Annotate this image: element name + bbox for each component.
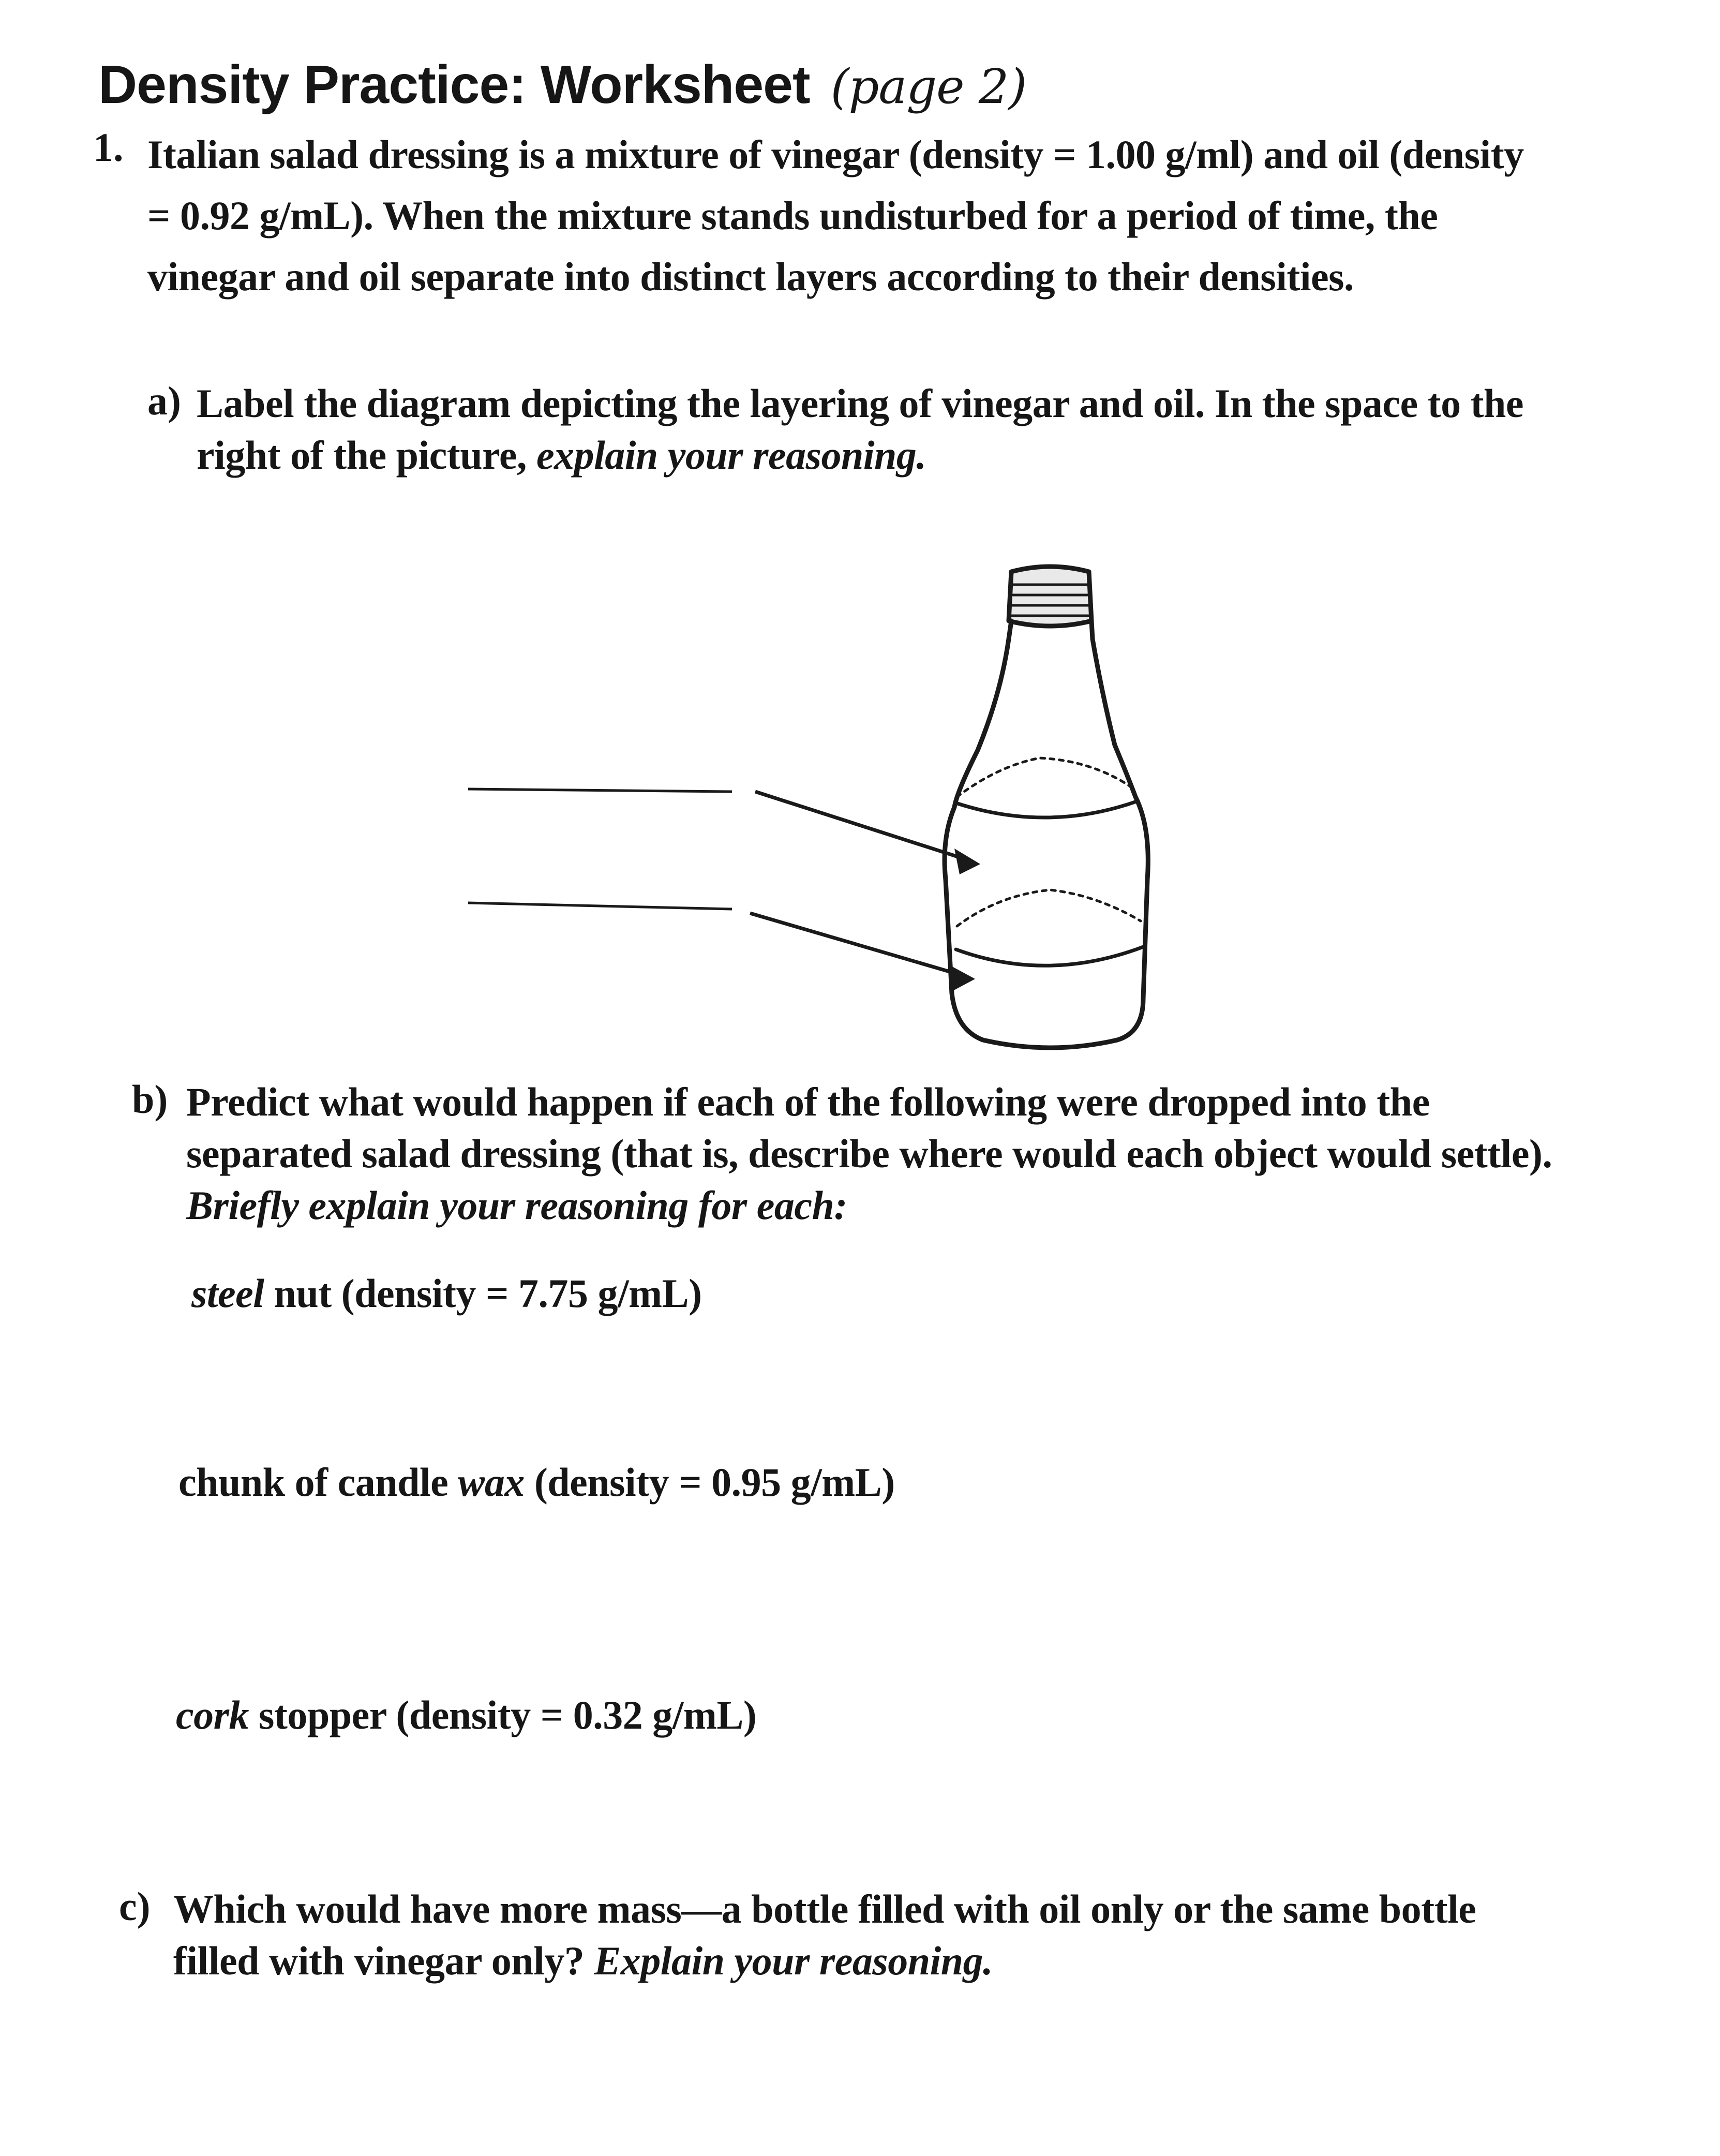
item-cork-text: stopper (density = 0.32 g/mL)	[248, 1692, 757, 1737]
bottle-icon	[945, 567, 1148, 1048]
part-a-emphasis: explain your reasoning.	[536, 433, 926, 478]
arrowhead-bottom	[949, 965, 975, 991]
question-1-text: Italian salad dressing is a mixture of vinegar (density = 1.00 g/ml) and oil (density = 0.92 g/mL). When the mixture stands undisturbed for a period of time, the vinegar and oil separate into distinct layers according to their densities.	[147, 132, 1524, 299]
part-a-letter: a)	[147, 378, 181, 423]
part-c-letter: c)	[119, 1884, 151, 1929]
handwritten-page-note: (page 2)	[830, 59, 1027, 114]
part-b-text: Predict what would happen if each of the following were dropped into the separated salad dressing (that is, describe where would each object would settle).	[186, 1079, 1552, 1176]
item-candle-wax	[178, 1459, 895, 1506]
item-cork-stopper	[176, 1692, 756, 1738]
label-arrow-bottom	[750, 913, 967, 977]
title-text: Density Practice: Worksheet	[98, 55, 810, 115]
label-arrow-top	[755, 792, 973, 861]
part-b-prompt	[186, 1076, 1557, 1231]
question-number: 1.	[93, 125, 124, 170]
part-c-prompt	[173, 1883, 1570, 1987]
item-wax-prefix: chunk of candle	[178, 1460, 458, 1505]
item-steel-emphasis: steel	[191, 1271, 264, 1316]
part-c-text: Which would have more mass—a bottle filled with oil only or the same bottle filled with vinegar only?	[173, 1886, 1476, 1983]
label-line-bottom	[468, 903, 732, 909]
part-a-text: Label the diagram depicting the layering of vinegar and oil. In the space to the right of the picture,	[197, 381, 1524, 478]
part-b-letter: b)	[132, 1077, 168, 1122]
item-wax-emphasis: wax	[458, 1460, 525, 1505]
item-cork-emphasis: cork	[176, 1692, 249, 1737]
item-steel-text: nut (density = 7.75 g/mL)	[264, 1271, 702, 1316]
part-b-emphasis: Briefly explain your reasoning for each:	[186, 1183, 847, 1228]
arrowhead-top	[954, 849, 980, 874]
part-c-emphasis: Explain your reasoning.	[594, 1938, 993, 1983]
label-line-top	[468, 789, 732, 792]
item-steel-nut	[191, 1270, 702, 1317]
item-wax-text: (density = 0.95 g/mL)	[524, 1460, 895, 1505]
